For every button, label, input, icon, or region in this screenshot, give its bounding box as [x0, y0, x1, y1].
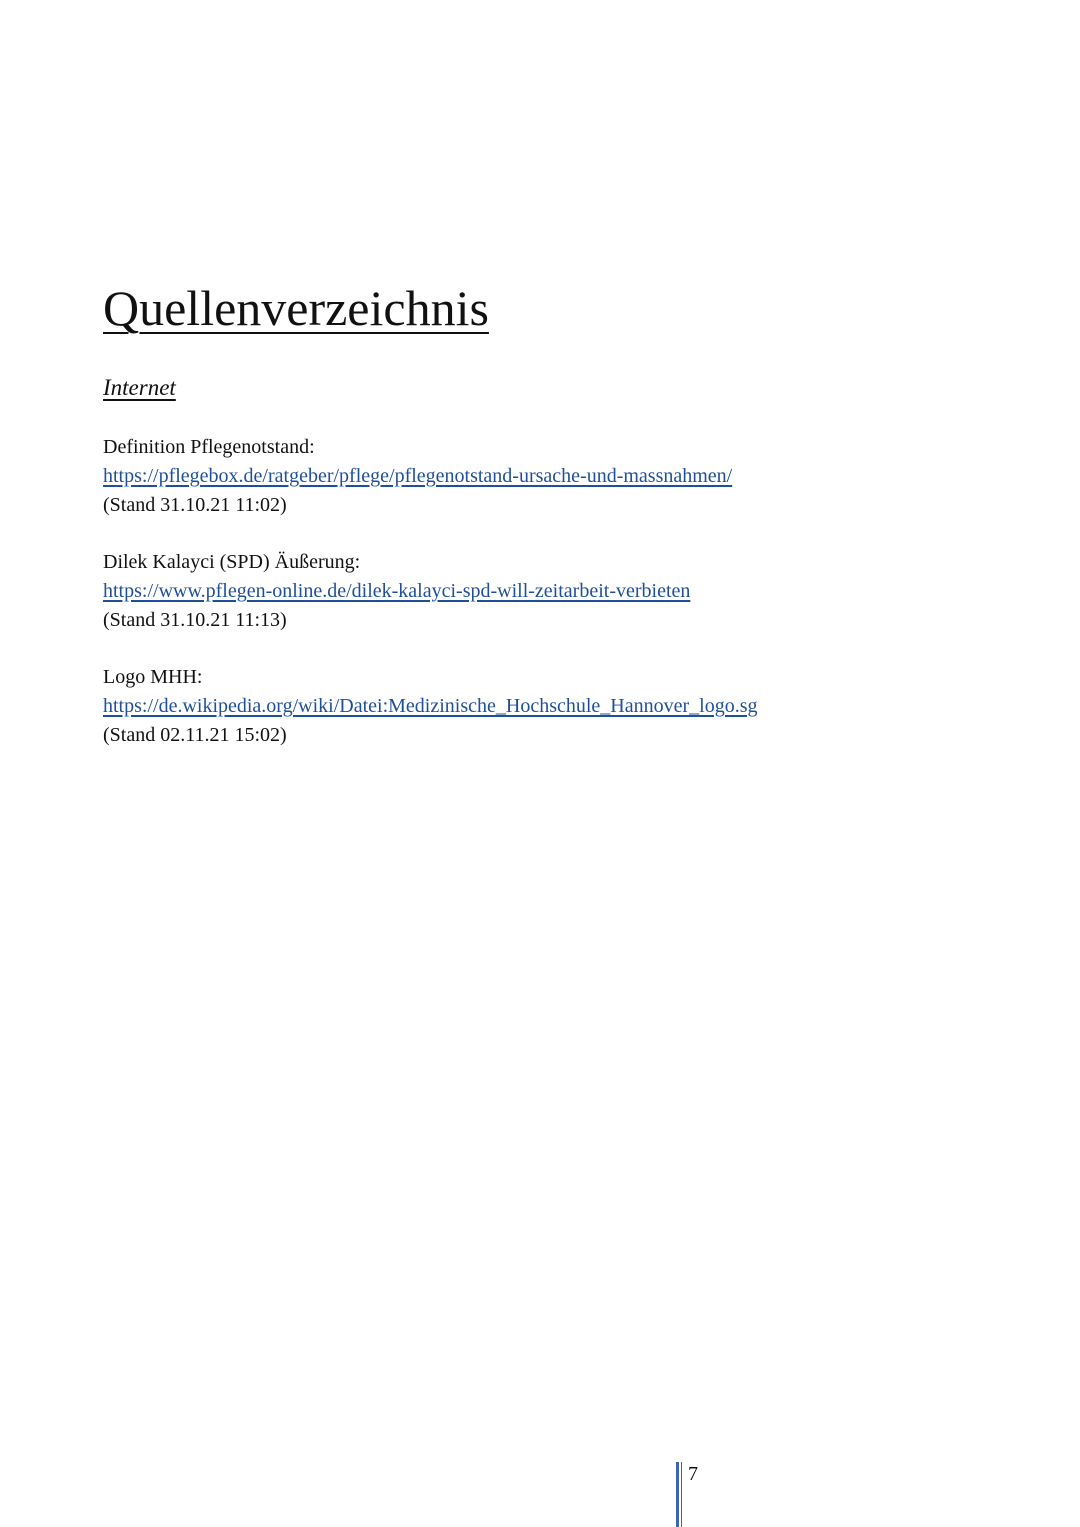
source-label: Definition Pflegenotstand:	[103, 436, 315, 458]
source-stand: (Stand 31.10.21 11:13)	[103, 609, 287, 631]
source-entry	[103, 433, 732, 520]
source-entry	[103, 663, 758, 750]
source-link[interactable]: https://pflegebox.de/ratgeber/pflege/pflegenotstand-ursache-und-massnahmen/	[103, 465, 733, 487]
page-number-rule	[676, 1462, 679, 1527]
page-number-rule-thin	[681, 1462, 682, 1527]
source-label: Logo MHH:	[103, 666, 203, 688]
source-stand: (Stand 02.11.21 15:02)	[103, 724, 287, 746]
source-stand: (Stand 31.10.21 11:02)	[103, 494, 287, 516]
source-label: Dilek Kalayci (SPD) Äußerung:	[103, 551, 361, 573]
page-title: Quellenverzeichnis	[103, 280, 489, 336]
source-link[interactable]: https://www.pflegen-online.de/dilek-kalayci-spd-will-zeitarbeit-verbieten	[103, 580, 691, 602]
source-link[interactable]: https://de.wikipedia.org/wiki/Datei:Medizinische_Hochschule_Hannover_logo.sg	[103, 695, 758, 717]
source-entry	[103, 548, 690, 635]
page-number: 7	[688, 1463, 698, 1485]
section-heading-internet: Internet	[103, 375, 176, 400]
